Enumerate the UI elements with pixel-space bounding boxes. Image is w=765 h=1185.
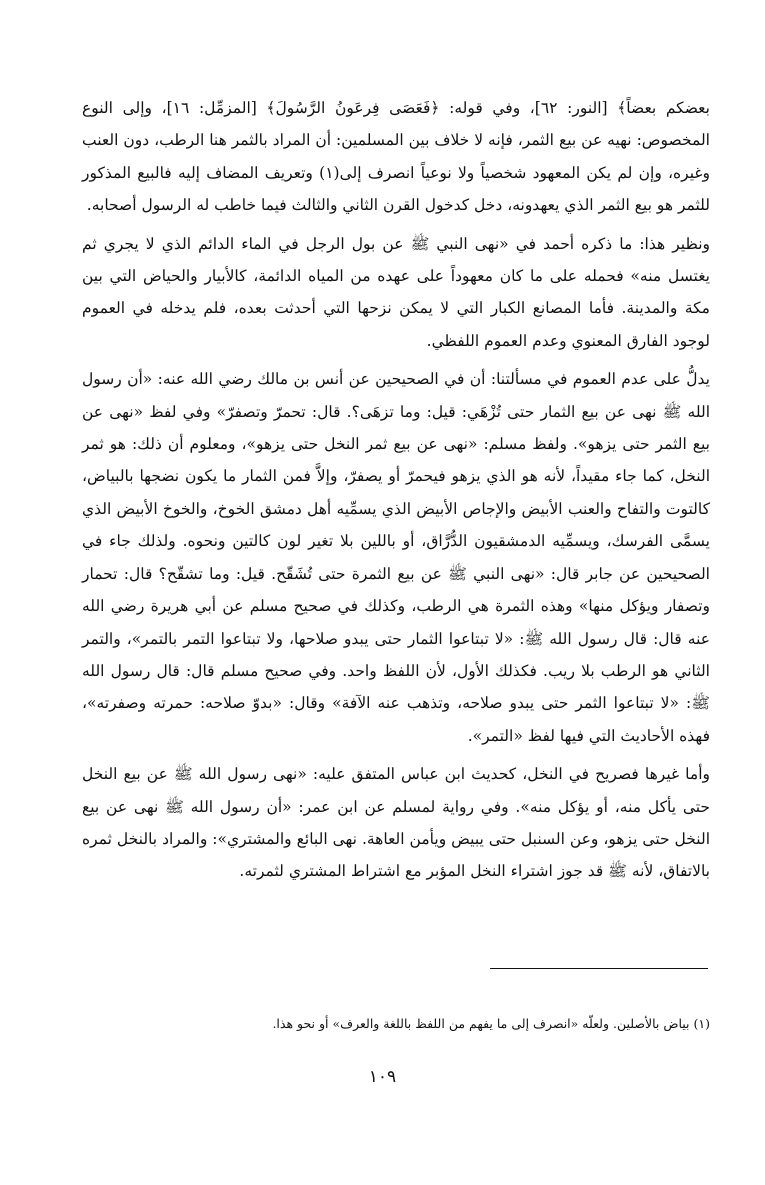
footnote-divider (490, 968, 708, 969)
footnote: (١) بياض بالأصلين. ولعلّه «انصرف إلى ما يفهم من اللفظ باللغة والعرف» أو نحو هذا. (272, 1016, 710, 1031)
paragraph-3: يدلُّ على عدم العموم في مسألتنا: أن في الصحيحين عن أنس بن مالك رضي الله عنه: «أن رسول الله ﷺ نهى عن بيع الثمار حتى تُزْهَي: قيل: وما تزهَى؟. قال: تحمرّ وتصفرّ» وفي لفظ «نهى عن بيع الثمر حتى يزهو». ولفظ مسلم: «نهى عن بيع ثمر النخل حتى يزهو»، ومعلوم أن ذلك: هو ثمر النخل، كما جاء مقيداً، لأنه هو الذي يزهو فيحمرّ أو يصفرّ، وإلاَّ فمن الثمار ما يكون نضجها بالبياض، كالتوت والتفاح والعنب الأبيض والإجاص الأبيض الذي يسمِّيه أهل دمشق الخوخ، والخوخ الأبيض الذي يسمَّى الفرسك، ويسمِّيه الدمشقيون الدُّرَّاق، أو باللين بلا تغير لون كالتين ونحوه. ولذلك جاء في الصحيحين عن جابر قال: «نهى النبي ﷺ عن بيع الثمرة حتى تُشَقّح. قيل: وما تشقّح؟ قال: تحمار وتصفار ويؤكل منها» وهذه الثمرة هي الرطب، وكذلك في صحيح مسلم عن أبي هريرة رضي الله عنه قال: قال رسول الله ﷺ: «لا تبتاعوا الثمار حتى يبدو صلاحها، ولا تبتاعوا التمر بالتمر»، والتمر الثاني هو الرطب بلا ريب. فكذلك الأول، لأن اللفظ واحد. وفي صحيح مسلم قال: قال رسول الله ﷺ: «لا تبتاعوا الثمر حتى يبدو صلاحه، وتذهب عنه الآفة» وقال: «بدوّ صلاحه: حمرته وصفرته»، فهذه الأحاديث التي فيها لفظ «التمر». (82, 370, 710, 745)
main-text (82, 92, 710, 888)
paragraph-2: ونظير هذا: ما ذكره أحمد في «نهى النبي ﷺ عن بول الرجل في الماء الدائم الذي لا يجري ثم يغتسل منه» فحمله على ما كان معهوداً على عهده من المياه الدائمة، كالأبيار والحياض التي بين مكة والمدينة. فأما المصانع الكبار التي لا يمكن نزحها التي أحدثت بعده، فلم يدخله في العموم لوجود الفارق المعنوي وعدم العموم اللفظي. (82, 234, 710, 350)
page-number: ١٠٩ (368, 1067, 397, 1087)
paragraph-4: وأما غيرها فصريح في النخل، كحديث ابن عباس المتفق عليه: «نهى رسول الله ﷺ عن بيع النخل حتى يأكل منه، أو يؤكل منه». وفي رواية لمسلم عن ابن عمر: «أن رسول الله ﷺ نهى عن بيع النخل حتى يزهو، وعن السنبل حتى يبيض ويأمن العاهة. نهى البائع والمشتري»: والمراد بالنخل ثمره بالاتفاق، لأنه ﷺ قد جوز اشتراء النخل المؤبر مع اشتراط المشتري لثمرته. (82, 765, 710, 881)
paragraph-1: بعضكم بعضاً﴾ [النور: ٦٢]، وفي قوله: ﴿فَعَصَى فِرعَونُ الرَّسُولَ﴾ [المزمِّل: ١٦]، وإلى النوع المخصوص: نهيه عن بيع الثمر، فإنه لا خلاف بين المسلمين: أن المراد بالثمر هنا الرطب، دون العنب وغيره، وإن لم يكن المعهود شخصياً ولا نوعياً انصرف إلى(١) وتعريف المضاف إليه فالبيع المذكور للثمر هو بيع الثمر الذي يعهدونه، دخل كدخول القرن الثاني والثالث فيما خاطب له الرسول أصحابه. (82, 99, 710, 215)
